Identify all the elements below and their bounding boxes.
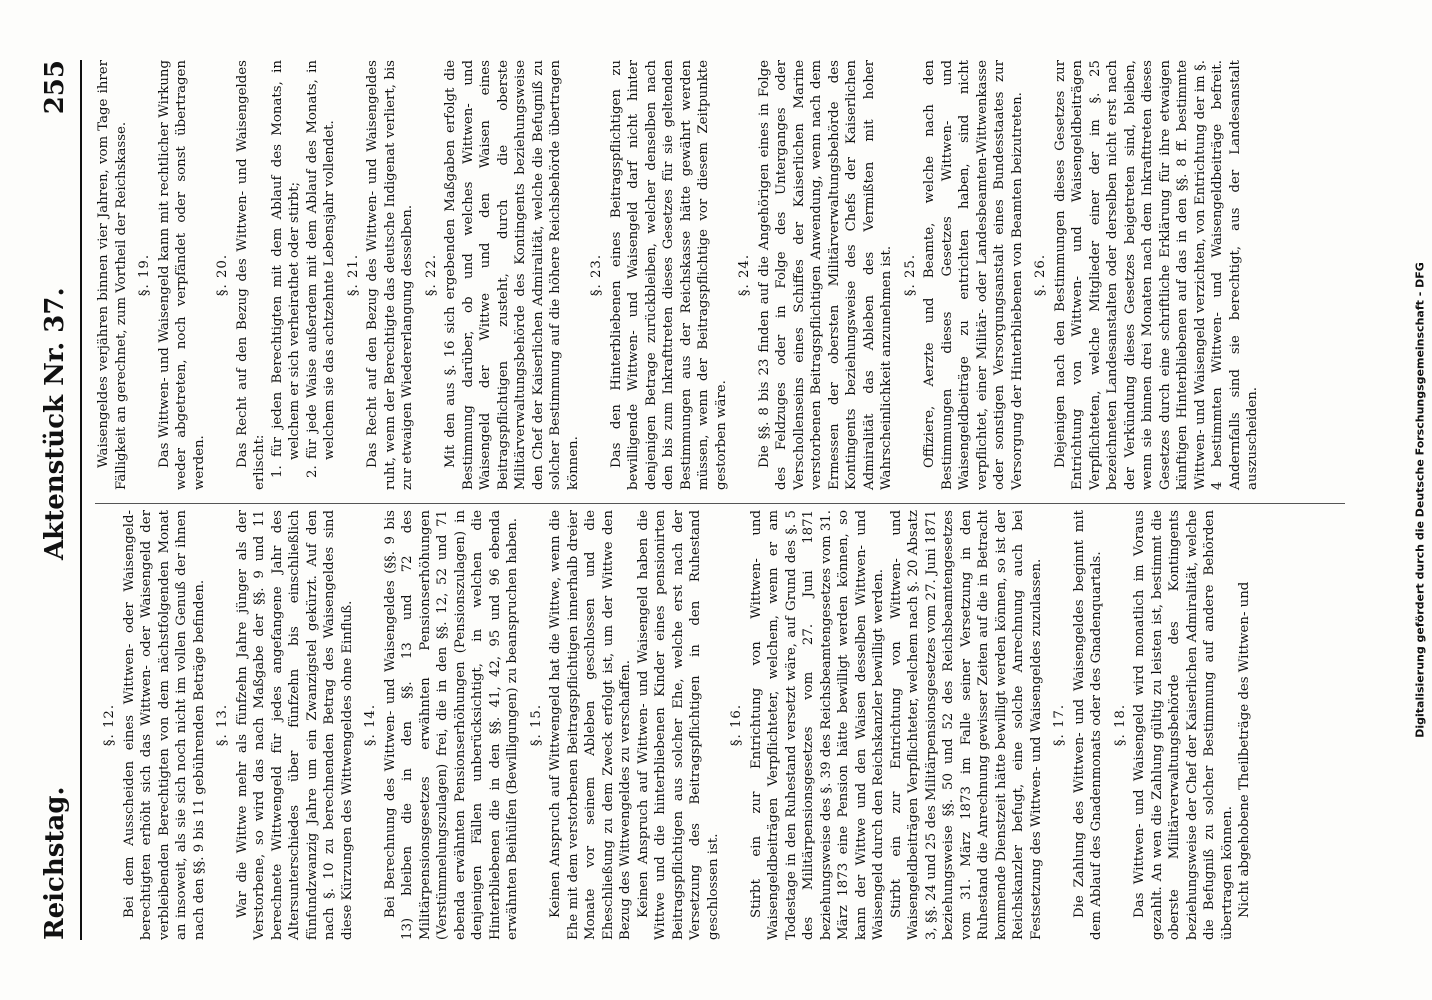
section-paragraph: Das Recht auf den Bezug des Wittwen- und Waisengeldes erlischt: <box>234 60 267 490</box>
section-paragraph: Das Recht auf den Bezug des Wittwen- und Waisengeldes ruht, wenn der Berechtigte das deutsche Indigenat verliert, bis zur etwaigen Wiedererlangung desselben. <box>365 60 415 490</box>
dfg-sidebar <box>1408 0 1432 1000</box>
section-paragraph: Die §§. 8 bis 23 finden auf die Angehörigen eines in Folge des Feldzuges oder in Folge des Unterganges oder Verschollenseins eines Schiffes der Kaiserlichen Marine verstorbenen Beitragspflichtigen Anwendung, wenn nach dem Ermessen der obersten Militärverwaltungsbehörde des Kontingents beziehungsweise des Chefs der Kaiserlichen Admiralität das Ableben des Vermißten mit hoher Wahrscheinlichkeit anzunehmen ist. <box>756 60 894 490</box>
column-divider <box>95 503 1345 504</box>
section-paragraph: Mit den aus §. 16 sich ergebenden Maßgaben erfolgt die Bestimmung darüber, ob und welches Wittwen- und Waisengeld der Wittwe und den Waisen eines Beitragspflichtigen zusteht, durch die oberste Militärverwaltungsbehörde des Kontingents beziehungsweise den Chef der Kaiserlichen Admiralität, welche die Befugniß zu solcher Bestimmung auf die höhere Reichsbehörde übertragen können. <box>443 60 581 490</box>
section-paragraph: Diejenigen nach den Bestimmungen dieses Gesetzes zur Entrichtung von Wittwen- und Waisengeldbeiträgen Verpflichteten, welche Mitglieder einer der im §. 25 bezeichneten Landesanstalten oder derselben nicht erst nach der Verkündung dieses Gesetzes beigetreten sind, bleiben, wenn sie binnen drei Monaten nach dem Inkrafttreten dieses Gesetzes durch eine schriftliche Erklärung für ihre etwaigen künftigen Hinterbliebenen auf das in den §§. 8 ff. bestimmte Wittwen- und Waisengeld verzichten, von Entrichtung der im §. 4 bestimmten Wittwen- und Waisengeldbeiträge befreit. Andernfalls sind sie berechtigt, aus der Landesanstalt auszuscheiden. <box>1052 60 1260 490</box>
header-left: Reichstag. <box>40 786 70 940</box>
section-heading: §. 25. <box>902 253 918 297</box>
section-paragraph: War die Wittwe mehr als fünfzehn Jahre jünger als der Verstorbene, so wird das nach Maßgabe der §§. 9 und 11 berechnete Wittwengeld für jedes angefangene Jahr des Altersunterschiedes über fünfzehn bis einschließlich fünfundzwanzig Jahre um ein Zwanzigstel gekürzt. Auf den nach §. 10 zu berechnenden Betrag des Waisengeldes sind diese Kürzungen des Wittwengeldes ohne Einfluß. <box>234 510 355 940</box>
section-heading: §. 12. <box>102 703 117 747</box>
section-heading: §. 15. <box>528 703 544 747</box>
header-rule <box>80 60 82 940</box>
section-paragraph: Nicht abgehobene Theilbeträge des Wittwen- und <box>1237 581 1252 918</box>
section-paragraph: Stirbt ein zur Entrichtung von Wittwen- und Waisengeldbeiträgen Verpflichteter, welchem, wenn er am Todestage in den Ruhestand versetzt wäre, auf Grund des §. 5 des Militärpensionsgesetzes vom 27. Juni 1871 beziehungsweise des §. 39 des Reichsbeamtengesetzes vom 31. März 1873 eine Pension hätte bewilligt werden können, so kann der Wittwe und den Waisen desselben Wittwen- und Waisengeld durch den Reichskanzler bewilligt werden. <box>748 510 886 940</box>
section-paragraph: Stirbt ein zur Entrichtung von Wittwen- und Waisengeldbeiträgen Verpflichteter, welchem nach §. 20 Absatz 3, §§. 24 und 25 des Militärpensionsgesetzes vom 27. Juni 1871 beziehungsweise §§. 50 und 52 des Reichsbeamtengesetzes vom 31. März 1873 im Falle seiner Versetzung in den Ruhestand die Anrechnung gewisser Zeiten auf die in Betracht kommende Dienstzeit hätte bewilligt werden können, so ist der Reichskanzler befugt, eine solche Anrechnung auch bei Festsetzung des Wittwen- und Waisengeldes zuzulassen. <box>888 510 1044 940</box>
left-column <box>95 510 1254 940</box>
section-heading: §. 23. <box>589 253 604 297</box>
section-paragraph: Bei dem Ausscheiden eines Wittwen- oder Waisengeld-berechtigten erhöht sich das Wittwen- oder Waisengeld der verbleibenden Berechtigten von dem nächstfolgenden Monat an insoweit, als sie sich noch nicht im vollen Genuß der ihnen nach den §§. 9 bis 11 gebührenden Beträge befinden. <box>121 510 207 940</box>
section-heading: §. 18. <box>1112 703 1128 747</box>
section-paragraph: Das Wittwen- und Waisengeld kann mit rechtlicher Wirkung weder abgetreten, noch verpfändet oder sonst übertragen werden. <box>156 60 207 490</box>
section-heading: §. 24. <box>737 253 752 297</box>
section-paragraph: Keinen Anspruch auf Wittwen- und Waisengeld haben die Wittwe und die hinterbliebenen Kinder eines pensionirten Beitragspflichtigen aus solcher Ehe, welche erst nach der Versetzung des Beitragspflichtigen in den Ruhestand geschlossen ist. <box>635 510 721 940</box>
section-paragraph: Waisengeldes verjähren binnen vier Jahren, vom Tage ihrer Fälligkeit an gerechnet, zum Vortheil der Reichskasse. <box>96 60 129 490</box>
section-paragraph: Keinen Anspruch auf Wittwengeld hat die Wittwe, wenn die Ehe mit dem verstorbenen Beitragspflichtigen innerhalb dreier Monate vor seinem Ableben geschlossen und die Eheschließung zu dem Zweck erfolgt ist, um der Wittwe den Bezug des Wittwengeldes zu verschaffen. <box>548 510 633 940</box>
section-heading: §. 19. <box>137 253 152 297</box>
section-paragraph: Die Zahlung des Wittwen- und Waisengeldes beginnt mit dem Ablauf des Gnadenmonats oder des Gnadenquartals. <box>1071 510 1104 940</box>
list-item: 2. für jede Waise außerdem mit dem Ablauf des Monats, in welchem sie das achtzehnte Lebensjahr vollendet. <box>304 60 337 478</box>
header-title: Aktenstück Nr. 37. <box>40 287 70 560</box>
dfg-note: Digitalisierung gefördert durch die Deutsche Forschungsgemeinschaft - DFG <box>1413 262 1427 738</box>
right-column <box>95 60 1262 490</box>
section-heading: §. 22. <box>423 253 439 297</box>
section-paragraph: Bei Berechnung des Wittwen- und Waisengeldes (§§. 9 bis 13) bleiben die in den §§. 13 und 72 des Militärpensionsgesetzes erwähnten Pensionserhöhungen (Verstümmelungszulagen) frei, die in den §§. 12, 52 und 71 ebenda erwähnten Pensionserhöhungen (Pensionszulagen) in denjenigen Fällen unberücksichtigt, in welchen die Hinterbliebenen die in den §§. 41, 42, 95 und 96 ebenda erwähnten Beihülfen (Bewilligungen) zu beanspruchen haben. <box>382 510 520 940</box>
section-heading: §. 13. <box>215 703 230 747</box>
section-paragraph: Offiziere, Aerzte und Beamte, welche nach den Bestimmungen dieses Gesetzes Wittwen- und Waisengeldbeiträge zu entrichten haben, sind nicht verpflichtet, einer Militär- oder Landesbeamten-Wittwenkasse oder sonstigen Versorgungsanstalt eines Bundesstaates zur Versorgung der Hinterbliebenen von Beamten beizutreten. <box>922 60 1025 490</box>
page-header <box>40 60 80 940</box>
page-number: 255 <box>40 60 70 115</box>
section-heading: §. 17. <box>1052 703 1067 747</box>
section-heading: §. 21. <box>345 253 361 297</box>
section-paragraph: Das den Hinterbliebenen eines Beitragspflichtigen zu bewilligende Wittwen- und Waisengeld darf nicht hinter denjenigen Betrage zurückbleiben, welcher denselben nach den bis zum Inkrafttreten dieses Gesetzes für sie geltenden Bestimmungen aus der Reichskasse hätte gewährt werden müssen, wenn der Beitragspflichtige vor diesem Zeitpunkte gestorben wäre. <box>608 60 729 490</box>
section-paragraph: Das Wittwen- und Waisengeld wird monatlich im Voraus gezahlt. An wen die Zahlung gültig zu leisten ist, bestimmt die oberste Militärverwaltungsbehörde des Kontingents beziehungsweise der Chef der Kaiserlichen Admiralität, welche die Befugniß zu solcher Bestimmung auf andere Behörden übertragen können. <box>1132 510 1235 940</box>
section-heading: §. 14. <box>363 703 378 747</box>
list-item: 1. für jeden Berechtigten mit dem Ablauf des Monats, in welchem er sich verheirathet oder stirbt; <box>269 60 302 478</box>
section-heading: §. 20. <box>215 253 230 297</box>
section-heading: §. 16. <box>729 703 744 747</box>
section-heading: §. 26. <box>1033 253 1048 297</box>
